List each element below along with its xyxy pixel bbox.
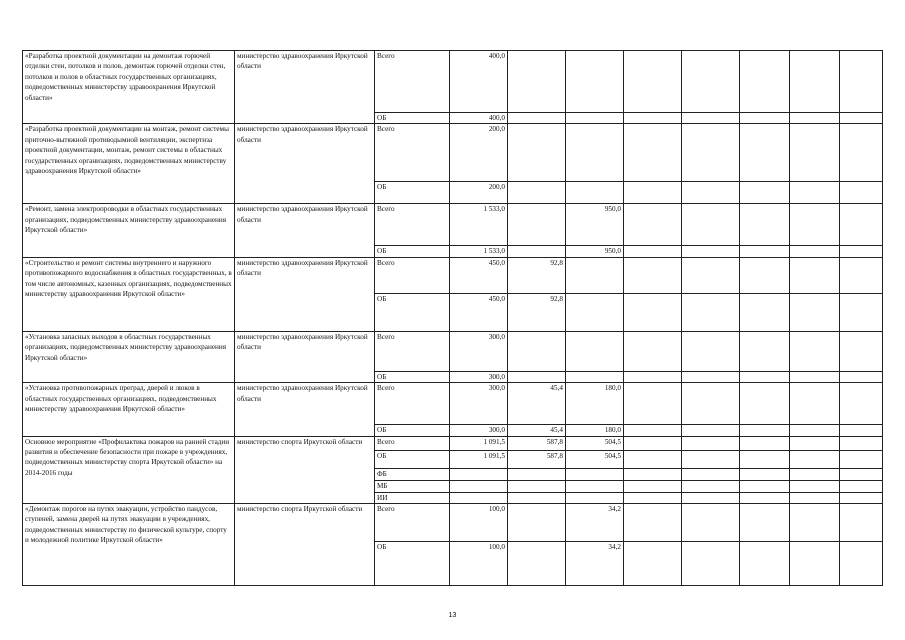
empty-cell (682, 51, 740, 113)
empty-cell (740, 468, 790, 480)
empty-cell (840, 542, 883, 586)
empty-cell (624, 246, 682, 257)
empty-cell (624, 371, 682, 382)
amount-cell: 300,0 (450, 371, 508, 382)
amount-cell (566, 371, 624, 382)
amount-cell (566, 480, 624, 492)
amount-cell: 92,8 (508, 293, 566, 331)
amount-cell (508, 468, 566, 480)
responsible-org-cell: министерство здравоохранения Иркутской области (235, 257, 375, 331)
empty-cell (682, 371, 740, 382)
empty-cell (840, 331, 883, 371)
amount-cell: 200,0 (450, 124, 508, 182)
empty-cell (624, 504, 682, 542)
funding-source-cell: Всего (375, 257, 450, 293)
empty-cell (840, 371, 883, 382)
table-row (23, 331, 883, 371)
table-row (23, 51, 883, 113)
empty-cell (740, 504, 790, 542)
empty-cell (740, 124, 790, 182)
amount-cell: 504,5 (566, 436, 624, 450)
empty-cell (682, 257, 740, 293)
empty-cell (624, 492, 682, 503)
empty-cell (840, 182, 883, 204)
empty-cell (790, 293, 840, 331)
funding-source-cell: Всего (375, 204, 450, 246)
amount-cell (450, 468, 508, 480)
empty-cell (682, 124, 740, 182)
amount-cell: 450,0 (450, 257, 508, 293)
empty-cell (682, 492, 740, 503)
funding-source-cell: ОБ (375, 113, 450, 124)
amount-cell: 1 533,0 (450, 246, 508, 257)
amount-cell: 92,8 (508, 257, 566, 293)
empty-cell (790, 450, 840, 468)
empty-cell (840, 124, 883, 182)
amount-cell (508, 492, 566, 503)
amount-cell (508, 124, 566, 182)
funding-source-cell: Всего (375, 436, 450, 450)
amount-cell (508, 542, 566, 586)
responsible-org-cell: министерство здравоохранения Иркутской области (235, 51, 375, 124)
empty-cell (682, 542, 740, 586)
amount-cell: 400,0 (450, 113, 508, 124)
amount-cell (566, 492, 624, 503)
empty-cell (790, 425, 840, 436)
funding-source-cell: ОБ (375, 450, 450, 468)
responsible-org-cell: министерство здравоохранения Иркутской области (235, 204, 375, 257)
amount-cell (508, 113, 566, 124)
amount-cell (508, 480, 566, 492)
empty-cell (682, 293, 740, 331)
funding-source-cell: Всего (375, 504, 450, 542)
amount-cell (508, 51, 566, 113)
amount-cell: 587,8 (508, 450, 566, 468)
empty-cell (840, 113, 883, 124)
empty-cell (740, 492, 790, 503)
amount-cell: 200,0 (450, 182, 508, 204)
empty-cell (840, 51, 883, 113)
amount-cell: 45,4 (508, 425, 566, 436)
empty-cell (840, 425, 883, 436)
empty-cell (840, 504, 883, 542)
empty-cell (790, 371, 840, 382)
empty-cell (740, 480, 790, 492)
amount-cell: 180,0 (566, 383, 624, 425)
empty-cell (790, 182, 840, 204)
funding-source-cell: Всего (375, 383, 450, 425)
table-row (23, 436, 883, 450)
empty-cell (682, 204, 740, 246)
amount-cell (508, 182, 566, 204)
empty-cell (840, 436, 883, 450)
empty-cell (790, 468, 840, 480)
empty-cell (682, 436, 740, 450)
activity-name-cell: Основное мероприятие «Профилактика пожаров на ранней стадии развития и обеспечение безопасности при пожаре в учреждениях, подведомственных министерству спорта Иркутской области» на 2014-2016 годы (23, 436, 235, 503)
empty-cell (790, 331, 840, 371)
empty-cell (790, 113, 840, 124)
activity-name-cell: «Разработка проектной документации на демонтаж горючей отделки стен, потолков и полов, демонтаж горючей отделки стен, потолков и полов в областных государственных организациях, подведомственных министерству здравоохранения Иркутской области» (23, 51, 235, 124)
table-row (23, 204, 883, 246)
empty-cell (624, 450, 682, 468)
empty-cell (840, 293, 883, 331)
empty-cell (682, 331, 740, 371)
empty-cell (790, 257, 840, 293)
amount-cell: 34,2 (566, 542, 624, 586)
amount-cell: 34,2 (566, 504, 624, 542)
empty-cell (624, 542, 682, 586)
activity-name-cell: «Демонтаж порогов на путях эвакуации, устройство пандусов, ступеней, замена дверей на путях эвакуации в учреждениях, подведомственных министерству по физической культуре, спорту и молодежной политике Иркутской области» (23, 504, 235, 586)
empty-cell (624, 436, 682, 450)
funding-source-cell: Всего (375, 331, 450, 371)
amount-cell (566, 182, 624, 204)
empty-cell (624, 468, 682, 480)
empty-cell (840, 480, 883, 492)
responsible-org-cell: министерство здравоохранения Иркутской области (235, 383, 375, 436)
funding-source-cell: ОБ (375, 246, 450, 257)
amount-cell: 300,0 (450, 331, 508, 371)
empty-cell (624, 257, 682, 293)
empty-cell (624, 480, 682, 492)
empty-cell (740, 450, 790, 468)
funding-source-cell: ОБ (375, 371, 450, 382)
amount-cell: 450,0 (450, 293, 508, 331)
amount-cell: 180,0 (566, 425, 624, 436)
amount-cell (566, 51, 624, 113)
funding-source-cell: ИИ (375, 492, 450, 503)
empty-cell (840, 450, 883, 468)
funding-source-cell: ОБ (375, 182, 450, 204)
empty-cell (840, 468, 883, 480)
table-row (23, 257, 883, 293)
amount-cell (566, 124, 624, 182)
amount-cell (508, 331, 566, 371)
empty-cell (740, 204, 790, 246)
table-row (23, 504, 883, 542)
empty-cell (740, 331, 790, 371)
activity-name-cell: «Установка запасных выходов в областных государственных организациях, подведомственных министерству здравоохранения Иркутской области» (23, 331, 235, 382)
funding-source-cell: Всего (375, 51, 450, 113)
page-number: 13 (448, 612, 457, 619)
empty-cell (740, 113, 790, 124)
empty-cell (682, 246, 740, 257)
amount-cell: 587,8 (508, 436, 566, 450)
funding-source-cell: ФБ (375, 468, 450, 480)
table-row (23, 124, 883, 182)
amount-cell: 45,4 (508, 383, 566, 425)
empty-cell (624, 124, 682, 182)
empty-cell (790, 383, 840, 425)
activity-name-cell: «Разработка проектной документации на монтаж, ремонт системы приточно-вытяжной противодымной вентиляции, экспертиза проектной документации, монтаж, ремонт системы в областных государственных организациях, подведомственных министерству здравоохранения Иркутской области» (23, 124, 235, 204)
empty-cell (682, 504, 740, 542)
empty-cell (624, 51, 682, 113)
empty-cell (740, 246, 790, 257)
empty-cell (790, 480, 840, 492)
amount-cell (450, 480, 508, 492)
amount-cell: 950,0 (566, 204, 624, 246)
amount-cell (508, 371, 566, 382)
empty-cell (740, 257, 790, 293)
empty-cell (790, 124, 840, 182)
amount-cell: 300,0 (450, 425, 508, 436)
responsible-org-cell: министерство здравоохранения Иркутской области (235, 331, 375, 382)
amount-cell: 950,0 (566, 246, 624, 257)
amount-cell: 504,5 (566, 450, 624, 468)
activity-name-cell: «Установка противопожарных преград, дверей и люков в областных государственных организациях, подведомственных министерству здравоохранения Иркутской области» (23, 383, 235, 436)
empty-cell (790, 204, 840, 246)
amount-cell (566, 257, 624, 293)
empty-cell (624, 204, 682, 246)
amount-cell: 300,0 (450, 383, 508, 425)
empty-cell (682, 450, 740, 468)
empty-cell (682, 113, 740, 124)
table-row (23, 383, 883, 425)
empty-cell (790, 436, 840, 450)
amount-cell (508, 204, 566, 246)
responsible-org-cell: министерство спорта Иркутской области (235, 504, 375, 586)
empty-cell (624, 182, 682, 204)
funding-source-cell: ОБ (375, 293, 450, 331)
amount-cell: 100,0 (450, 542, 508, 586)
empty-cell (840, 492, 883, 503)
amount-cell: 1 533,0 (450, 204, 508, 246)
responsible-org-cell: министерство спорта Иркутской области (235, 436, 375, 503)
amount-cell (508, 246, 566, 257)
funding-source-cell: ОБ (375, 542, 450, 586)
amount-cell (566, 331, 624, 371)
empty-cell (682, 182, 740, 204)
program-activities-table (22, 50, 883, 586)
empty-cell (740, 383, 790, 425)
amount-cell (566, 293, 624, 331)
empty-cell (682, 480, 740, 492)
amount-cell (566, 468, 624, 480)
empty-cell (682, 468, 740, 480)
empty-cell (624, 113, 682, 124)
table-body (23, 51, 883, 586)
empty-cell (740, 371, 790, 382)
empty-cell (840, 257, 883, 293)
empty-cell (740, 542, 790, 586)
empty-cell (790, 492, 840, 503)
empty-cell (790, 542, 840, 586)
empty-cell (740, 425, 790, 436)
amount-cell: 100,0 (450, 504, 508, 542)
empty-cell (624, 331, 682, 371)
activity-name-cell: «Строительство и ремонт системы внутреннего и наружного противопожарного водоснабжения в областных государственных, в том числе автономных, казенных организациях, подведомственных министерству здравоохранения Иркутской области» (23, 257, 235, 331)
amount-cell (508, 504, 566, 542)
empty-cell (624, 383, 682, 425)
empty-cell (840, 383, 883, 425)
funding-source-cell: МБ (375, 480, 450, 492)
empty-cell (740, 51, 790, 113)
activity-name-cell: «Ремонт, замена электропроводки в областных государственных организациях, подведомственных министерству здравоохранения Иркутской области» (23, 204, 235, 257)
amount-cell: 1 091,5 (450, 450, 508, 468)
empty-cell (790, 246, 840, 257)
empty-cell (790, 51, 840, 113)
empty-cell (840, 204, 883, 246)
empty-cell (790, 504, 840, 542)
empty-cell (682, 425, 740, 436)
funding-source-cell: Всего (375, 124, 450, 182)
empty-cell (740, 293, 790, 331)
empty-cell (624, 293, 682, 331)
responsible-org-cell: министерство здравоохранения Иркутской области (235, 124, 375, 204)
amount-cell: 1 091,5 (450, 436, 508, 450)
empty-cell (740, 182, 790, 204)
amount-cell (566, 113, 624, 124)
amount-cell: 400,0 (450, 51, 508, 113)
amount-cell (450, 492, 508, 503)
empty-cell (740, 436, 790, 450)
funding-source-cell: ОБ (375, 425, 450, 436)
empty-cell (682, 383, 740, 425)
empty-cell (840, 246, 883, 257)
empty-cell (624, 425, 682, 436)
